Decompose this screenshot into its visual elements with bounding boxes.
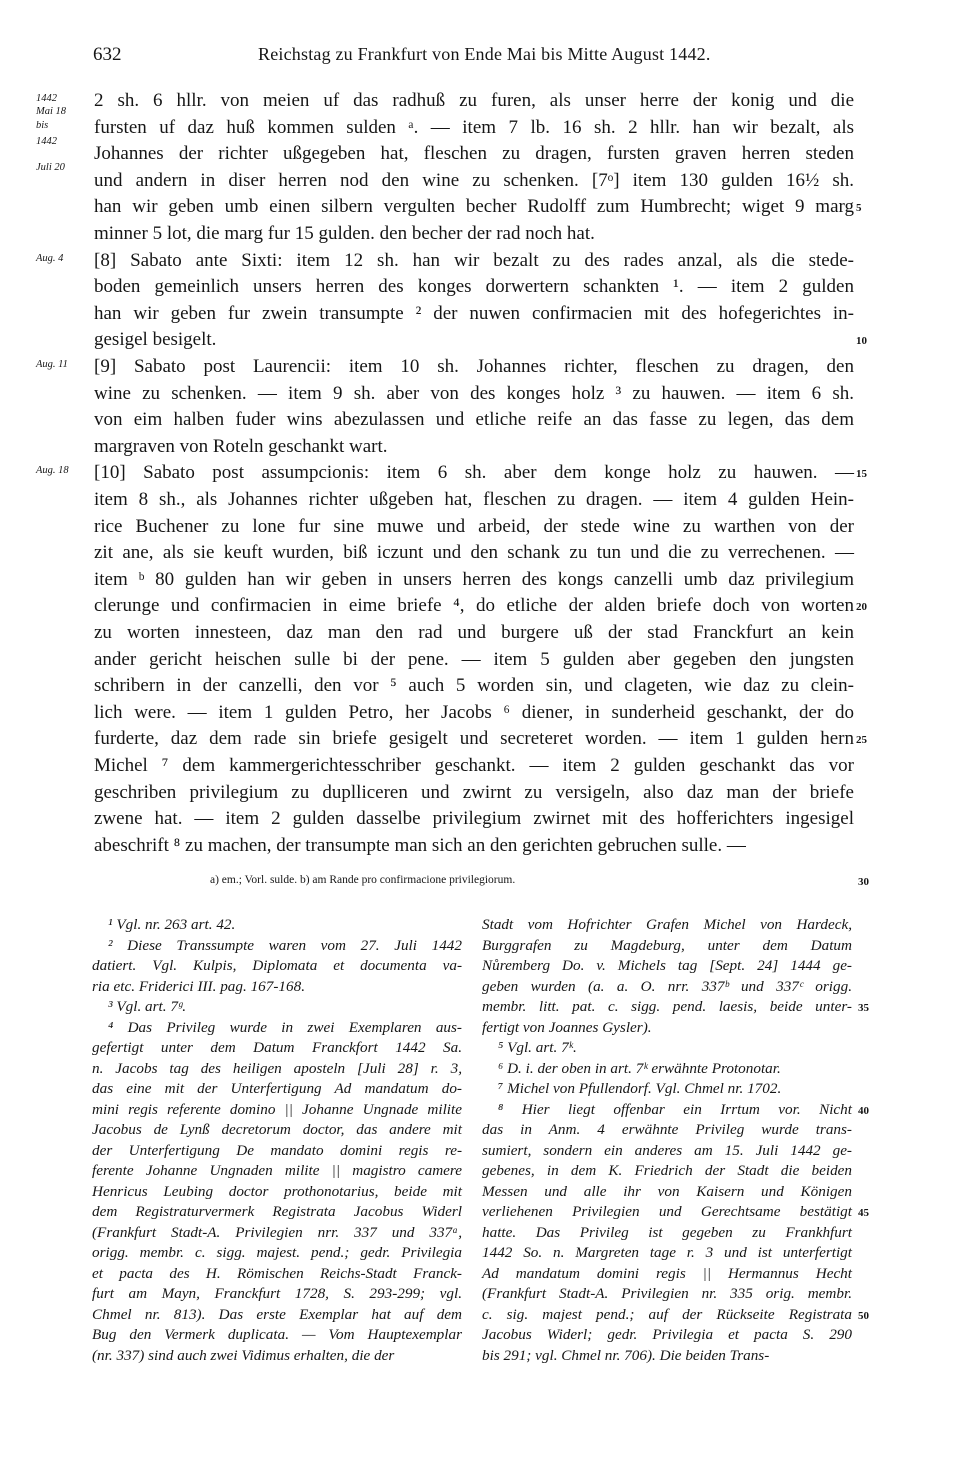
text-line: margraven von Roteln geschankt wart. bbox=[94, 435, 388, 457]
footnote-line: (Frankfurt Stadt-A. Privilegien nr. 335 orig. membr. bbox=[482, 1285, 852, 1302]
margin-date: Aug. 18 bbox=[36, 465, 69, 477]
footnote-line: ¹ Vgl. nr. 263 art. 42. bbox=[108, 916, 236, 933]
margin-date: 1442 bbox=[36, 93, 57, 104]
footnote-line: fertigt von Joannes Gysler). bbox=[482, 1018, 652, 1036]
footnote-line: Nůremberg Do. v. Michels tag [Sept. 24] 1444 ge- bbox=[482, 957, 852, 974]
margin-date: 1442 bbox=[36, 135, 57, 147]
footnote-line: et pacta des H. Römischen Reichs-Stadt Franck- bbox=[92, 1264, 462, 1282]
margin-date: Aug. 4 bbox=[36, 252, 64, 264]
footnote-line: membr. litt. pat. c. sigg. pend. laesis, beide unter- bbox=[482, 998, 852, 1015]
footnotes-left-column bbox=[92, 915, 462, 1366]
footnote-line: hatte. Das Privileg ist gegeben zu Frankhfurt bbox=[482, 1223, 852, 1241]
margin-date: Mai 18 bbox=[36, 106, 67, 118]
text-line: furderte, daz dem rade sin briefe gesigelt und secreteret worden. — item 1 gulden hern bbox=[94, 728, 854, 750]
running-title: Reichstag zu Frankfurt von Ende Mai bis Mitte August 1442. bbox=[258, 44, 711, 64]
footnote-line: origg. membr. c. sigg. majest. pend.; gedr. Privilegia bbox=[92, 1244, 462, 1261]
footnote-line: Stadt vom Hofrichter Grafen Michel von Hardeck, bbox=[482, 916, 852, 933]
footnote-line: ferente Johanne Ungnaden milite || magistro camere bbox=[92, 1162, 462, 1179]
text-line: 2 sh. 6 hllr. von meien uf das radhuß zu furen, als unser herre der konig und die bbox=[94, 90, 854, 111]
footnote-line: ria etc. Friderici III. pag. 167-168. bbox=[92, 977, 306, 995]
apparatus-line-number: 30 bbox=[858, 876, 869, 888]
footnote-line: n. Jacobs tag des heiligen aposteln [Juli 28] r. 3, bbox=[92, 1059, 462, 1077]
text-line: [10] Sabato post assumpcionis: item 6 sh. aber dem konge holz zu hauwen. — bbox=[94, 462, 854, 484]
footnote-line: Bug den Vermerk duplicata. — Vom Hauptexemplar bbox=[92, 1326, 462, 1343]
text-line: han wir geben umb einen silbern vergulten becher Rudolff zum Humbrecht; wiget 9 marg bbox=[94, 196, 854, 218]
footnote-line: Henricus Leubing doctor prothonotarius, beide mit bbox=[92, 1182, 462, 1200]
footnote-line: furt am Mayn, Franckfurt 1728, S. 293-299; vgl. bbox=[92, 1285, 462, 1302]
footnote-line-number: 35 bbox=[858, 1002, 869, 1014]
footnote-line: datiert. Vgl. Kulpis, Diplomata et documenta va- bbox=[92, 957, 462, 974]
footnote-line: geben wurden (a. a. O. nrr. 337ᵇ und 337ᶜ origg. bbox=[482, 977, 852, 995]
text-line: zit ane, als sie keuft wurden, biß iczunt und den schank zu tun und die zu verrechenen. — bbox=[94, 542, 854, 564]
text-line: von eim halben fuder wins abezulassen und etliche reife an das fasse zu legen, das dem bbox=[94, 409, 854, 431]
footnote-line: das eine mit der Unterfertigung Ad mandatum do- bbox=[92, 1080, 462, 1097]
footnote-line: Ad mandatum domini regis || Hermannus Hecht bbox=[482, 1264, 852, 1282]
footnote-line: gebenes, in dem K. Friedrich der Stadt die beiden bbox=[482, 1162, 852, 1179]
text-line: clerunge und confirmacien in eime briefe ⁴, do etliche der alden briefe doch von worten bbox=[94, 595, 854, 617]
text-line: item ᵇ 80 gulden han wir geben in unsers herren des kongs canzelli umb daz privilegium bbox=[94, 568, 854, 590]
text-line: han wir geben fur zwein transumpte ² der nuwen confirmacien mit des hofegerichtes in- bbox=[94, 302, 854, 324]
footnote-line: ⁸ Hier liegt offenbar ein Irrtum vor. Nicht bbox=[498, 1100, 852, 1118]
footnote-line-number: 50 bbox=[858, 1309, 869, 1322]
footnotes-right-column bbox=[482, 915, 852, 1366]
text-line: schribern in der canzelli, den vor ⁵ auch 5 worden sin, und clageten, wie daz zu clein- bbox=[94, 675, 854, 697]
footnote-line: c. sig. majest pend.; auf der Rückseite Registrata bbox=[482, 1305, 852, 1323]
footnote-line: (Frankfurt Stadt-A. Privilegien nrr. 337 und 337ᵃ, bbox=[92, 1223, 462, 1241]
footnote-line: Burggrafen zu Magdeburg, unter dem Datum bbox=[482, 936, 852, 954]
text-line: [9] Sabato post Laurencii: item 10 sh. Johannes richter, fleschen zu dragen, den bbox=[94, 356, 854, 377]
page-number: 632 bbox=[93, 44, 122, 65]
footnote-line: Messen und alle ihr von Kaisern und Königen bbox=[482, 1182, 852, 1200]
text-line: item 8 sh., als Johannes richter ußgeben hat, fleschen zu dragen. — item 4 gulden Hein- bbox=[94, 489, 854, 510]
footnote-line: das in Anm. 4 erwähnte Privileg wurde trans- bbox=[482, 1121, 852, 1138]
footnote-line: ⁴ Das Privileg wurde in zwei Exemplaren aus- bbox=[108, 1018, 462, 1036]
footnote-line: mini regis referente domino || Johanne Ungnade milite bbox=[92, 1100, 462, 1118]
footnote-line: ⁵ Vgl. art. 7ᵏ. bbox=[498, 1039, 577, 1056]
text-line: ander gericht heischen sulle bi der pene. — item 5 gulden aber gegeben den jungsten bbox=[94, 648, 854, 670]
text-line: [8] Sabato ante Sixti: item 12 sh. han wir bezalt zu des rades anzal, als die stede- bbox=[94, 249, 854, 271]
text-line: rice Buchener zu lone fur sine muwe und arbeid, der stede wine zu warthen von der bbox=[94, 515, 854, 537]
footnote-line: Chmel nr. 813). Das erste Exemplar hat auf dem bbox=[92, 1305, 462, 1323]
text-line: zu worten innesteen, daz man den rad und burgere uß der stad Franckfurt an kein bbox=[94, 622, 854, 643]
text-line: boden gemeinlich unsers herren des konges dorwertern schankten ¹. — item 2 gulden bbox=[94, 276, 854, 298]
footnote-line: ³ Vgl. art. 7ᵍ. bbox=[108, 998, 187, 1015]
margin-date: Juli 20 bbox=[36, 162, 65, 174]
footnote-line-number: 40 bbox=[858, 1104, 869, 1117]
text-line: Michel ⁷ dem kammergerichtesschriber geschankt. — item 2 gulden geschankt das vor bbox=[94, 755, 854, 776]
footnote-line: der Unterfertigung De mandato domini regis re- bbox=[92, 1141, 462, 1159]
footnote-line: verliehenen Privilegien und Gerechtsame bestätigt bbox=[482, 1203, 852, 1220]
text-line: abeschrift ⁸ zu machen, der transumpte man sich an den gerichten gebruchen sulle. — bbox=[94, 834, 746, 856]
text-line: wine zu schenken. — item 9 sh. aber von des konges holz ³ zu hauwen. — item 6 sh. bbox=[94, 382, 854, 404]
footnote-line: ⁷ Michel von Pfullendorf. Vgl. Chmel nr. 1702. bbox=[498, 1080, 782, 1097]
line-number: 5 bbox=[856, 202, 862, 215]
text-line: fursten uf daz huß kommen sulden ᵃ. — item 7 lb. 16 sh. 2 hllr. han wir bezalt, als bbox=[94, 116, 854, 138]
footnote-line: Jacobus Widerl; gedr. Privilegia et pacta S. 290 bbox=[482, 1326, 852, 1343]
line-number: 10 bbox=[856, 335, 867, 348]
text-line: lich were. — item 1 gulden Petro, her Jacobs ⁶ diener, in sunderheid geschankt, der do bbox=[94, 701, 854, 723]
margin-date: Aug. 11 bbox=[36, 359, 68, 370]
footnote-line: 1442 So. n. Margreten tage r. 3 und ist unterfertigt bbox=[482, 1244, 852, 1261]
text-line: Johannes der richter ußgegeben hat, fleschen zu dragen, fursten graven herren steden bbox=[94, 143, 854, 165]
footnote-line: ² Diese Transsumpte waren vom 27. Juli 1442 bbox=[108, 936, 462, 954]
footnote-line: sumiert, sondern ein anderes am 15. Juli 1442 ge- bbox=[482, 1141, 852, 1159]
text-line: minner 5 lot, die marg fur 15 gulden. den becher der rad noch hat. bbox=[94, 223, 595, 244]
line-number: 25 bbox=[856, 734, 867, 747]
critical-apparatus: a) em.; Vorl. sulde. b) am Rande pro confirmacione privilegiorum. bbox=[210, 874, 516, 886]
footnote-line-number: 45 bbox=[858, 1207, 869, 1219]
line-number: 20 bbox=[856, 601, 867, 614]
footnote-line: ⁶ D. i. der oben in art. 7ᵏ erwähnte Protonotar. bbox=[498, 1059, 781, 1077]
line-number: 15 bbox=[856, 468, 867, 481]
margin-date: bis bbox=[36, 119, 49, 131]
footnote-line: dem Registraturvermerk Registrata Jacobus Widerl bbox=[92, 1203, 462, 1220]
text-line: und andern in diser herren nod den wine zu schenken. [7ᵒ] item 130 gulden 16½ sh. bbox=[94, 169, 854, 191]
footnote-line: gefertigt unter dem Datum Franckfort 1442 Sa. bbox=[92, 1039, 462, 1056]
footnote-line: (nr. 337) sind auch zwei Vidimus erhalten, die der bbox=[92, 1346, 395, 1364]
text-line: zwene hat. — item 2 gulden dasselbe privilegium zwirnet mit des hofferichters ingesigel bbox=[94, 808, 854, 830]
text-line: geschriben privilegium zu duplliceren und zwirnt zu versigeln, also daz man der briefe bbox=[94, 781, 854, 803]
footnote-line: bis 291; vgl. Chmel nr. 706). Die beiden Trans- bbox=[482, 1346, 770, 1364]
footnote-line: Jacobus de Lynß decretorum doctor, das andere mit bbox=[92, 1121, 462, 1138]
text-line: gesigel besigelt. bbox=[94, 329, 217, 351]
